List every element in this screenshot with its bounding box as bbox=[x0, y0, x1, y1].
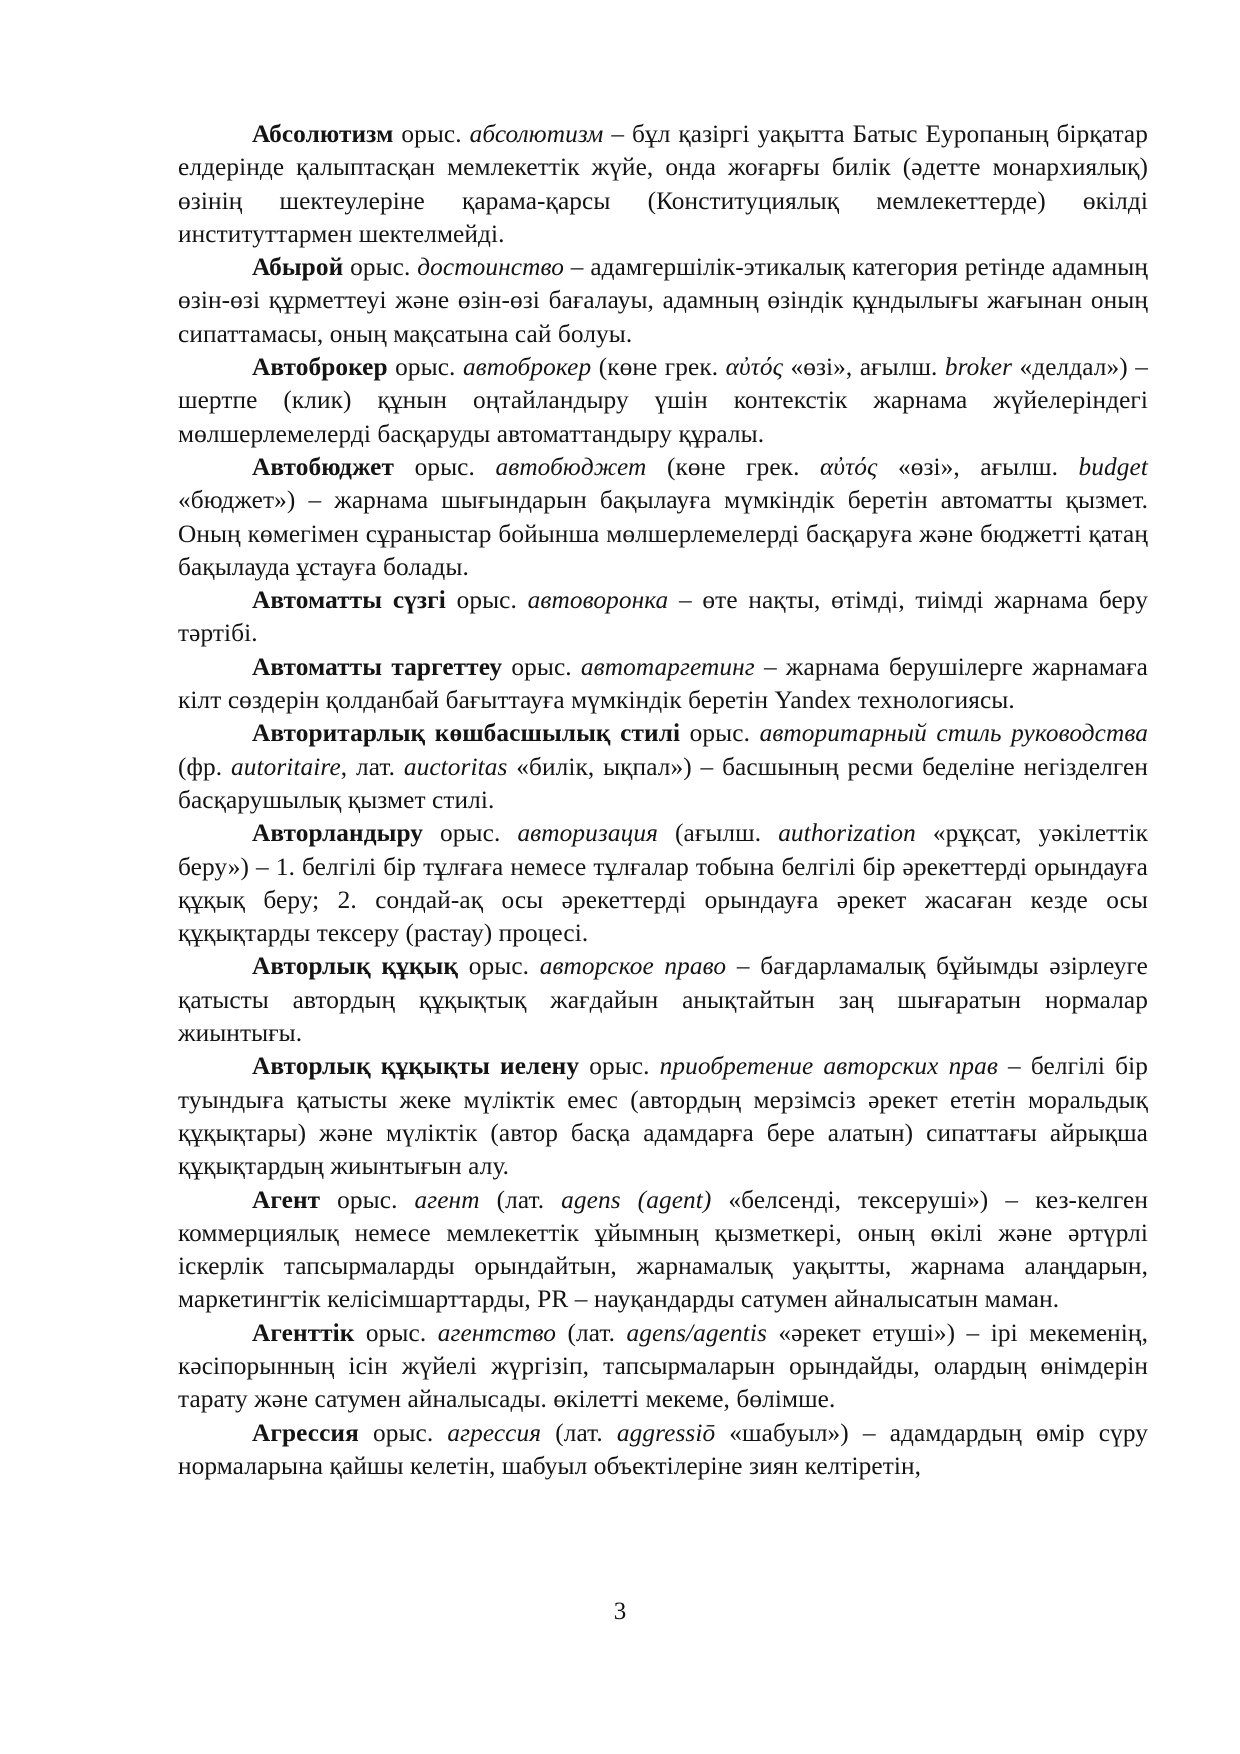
entry-text: (көне грек. bbox=[646, 452, 821, 481]
entry-text: орыс. bbox=[343, 253, 418, 282]
glossary-entry bbox=[178, 251, 1148, 351]
entry-text: «шабуыл») – адамдардың өмір сүру нормаларына қайшы келетін, шабуыл объектілеріне зиян келтіретін, bbox=[178, 1418, 1148, 1480]
glossary-entry bbox=[178, 1317, 1148, 1417]
entry-term: Агенттік bbox=[252, 1318, 355, 1347]
entry-term: Автобюджет bbox=[252, 452, 395, 481]
entry-text: орыс. bbox=[358, 1418, 448, 1447]
entry-text: орыс. bbox=[394, 452, 496, 481]
entry-italic-text: агрессия bbox=[447, 1418, 542, 1447]
entry-text: (лат. bbox=[556, 1318, 627, 1347]
entry-text: орыс. bbox=[354, 1318, 438, 1347]
entry-text: – жарнама берушілерге жарнамаға кілт сөздерін қолданбай бағыттауға мүмкіндік беретін Yandex технологиясы. bbox=[178, 652, 1148, 715]
entry-text: орыс. bbox=[393, 120, 470, 148]
glossary-entry bbox=[178, 1184, 1148, 1317]
entry-text: (лат. bbox=[479, 1185, 562, 1214]
glossary-entry bbox=[178, 451, 1148, 584]
glossary-entry bbox=[178, 1050, 1148, 1183]
entry-text: «делдал») – шертпе (клик) құнын оңтайландыру үшін контекстік жарнама жүйелеріндегі мөлшерлемелерді басқаруды автоматтандыру құралы. bbox=[178, 353, 1148, 448]
entry-italic-text: автобюджет bbox=[495, 452, 647, 481]
entry-text: – белгілі бір туындыға қатысты жеке мүліктік емес (автордың мерзімсіз әрекет ететін моральдық құқықтары) және мүліктік (автор басқа адамдарға бере алатын) сипаттағы айрықша құқықтардың жиынтығын алу. bbox=[178, 1052, 1149, 1181]
entry-term: Автоброкер bbox=[252, 353, 388, 382]
entry-italic-text: agens (agent) bbox=[561, 1185, 712, 1214]
entry-italic-text: автотаргетинг bbox=[580, 652, 755, 681]
entry-text: «билік, ықпал») – басшының ресми беделіне негізделген басқарушылық қызмет стилі. bbox=[178, 752, 1148, 814]
entry-italic-text: авторское право bbox=[539, 952, 727, 981]
glossary-entry bbox=[178, 950, 1148, 1050]
entry-term: Авторландыру bbox=[252, 819, 424, 848]
entry-term: Агрессия bbox=[252, 1418, 359, 1447]
entry-term: Авторитарлық көшбасшылық стилі bbox=[252, 719, 681, 748]
entry-text: (лат. bbox=[541, 1418, 617, 1447]
entry-text: орыс. bbox=[445, 586, 528, 615]
glossary-entry bbox=[178, 118, 1148, 251]
entry-italic-text: агентство bbox=[437, 1318, 556, 1347]
entry-text: орыс. bbox=[423, 819, 518, 848]
entry-italic-text: budget bbox=[1078, 452, 1148, 481]
glossary-entry bbox=[178, 584, 1148, 651]
entry-italic-text: broker bbox=[944, 353, 1013, 382]
glossary-entry bbox=[178, 1417, 1148, 1484]
entry-term: Автоматты таргеттеу bbox=[252, 652, 503, 681]
entry-italic-text: достоинство bbox=[417, 253, 564, 282]
entry-text: (көне грек. bbox=[591, 353, 726, 382]
entry-text: (фр. bbox=[178, 752, 231, 781]
entry-text: – адамгершілік-этикалық категория ретінде адамның өзін-өзі құрметтеуі және өзін-өзі бағалауы, адамның өзіндік құндылығы жағынан оның сипаттамасы, оның мақсатына сай болуы. bbox=[178, 253, 1148, 348]
entry-text: – бағдарламалық бұйымды әзірлеуге қатысты автордың құқықтық жағдайын анықтайтын заң шығаратын нормалар жиынтығы. bbox=[178, 952, 1148, 1048]
entry-term: Агент bbox=[252, 1185, 321, 1214]
glossary-entry bbox=[178, 651, 1148, 718]
entry-text: орыс. bbox=[320, 1185, 415, 1214]
entry-term: Абсолютизм bbox=[252, 120, 394, 148]
entry-italic-text: абсолютизм bbox=[469, 120, 604, 148]
entry-text: , лат. bbox=[340, 752, 404, 781]
entry-text: – өте нақты, өтімді, тиімді жарнама беру тәртібі. bbox=[178, 586, 1148, 648]
glossary-entry bbox=[178, 817, 1148, 950]
page-number: 3 bbox=[613, 1598, 627, 1625]
entry-italic-text: автоворонка bbox=[527, 586, 669, 615]
entry-italic-text: агент bbox=[414, 1185, 480, 1214]
entry-italic-text: auctoritas bbox=[403, 752, 508, 781]
entry-italic-text: agens/agentis bbox=[626, 1318, 767, 1347]
entry-italic-text: автоброкер bbox=[462, 353, 592, 382]
glossary-entry bbox=[178, 351, 1148, 451]
glossary-entry bbox=[178, 717, 1148, 817]
entry-italic-text: αὐτός bbox=[725, 353, 783, 382]
entry-italic-text: autoritaire bbox=[230, 752, 341, 781]
entry-italic-text: authorization bbox=[778, 819, 916, 848]
entry-term: Автоматты сүзгі bbox=[252, 586, 446, 615]
glossary-body bbox=[178, 118, 1148, 1483]
entry-text: – бұл қазіргі уақытта Батыс Еуропаның бірқатар елдерінде қалыптасқан мемлекеттік жүйе, онда жоғарғы билік (әдетте монархиялық) өзінің шектеулеріне қарама-қарсы (Конституциялық мемлекеттерде) өкілді институттармен шектелмейді. bbox=[178, 120, 1148, 248]
entry-term: Авторлық құқық bbox=[252, 952, 459, 981]
entry-text: (ағылш. bbox=[657, 819, 779, 848]
entry-text: орыс. bbox=[387, 353, 463, 382]
entry-italic-text: aggressiō bbox=[616, 1418, 716, 1447]
entry-term: Авторлық құқықты иелену bbox=[252, 1052, 580, 1081]
entry-text: «өзі», ағылш. bbox=[877, 452, 1079, 481]
entry-text: орыс. bbox=[502, 652, 581, 681]
entry-text: «бюджет») – жарнама шығындарын бақылауға мүмкіндік беретін автоматты қызмет. Оның көмегімен сұраныстар бойынша мөлшерлемелерді басқаруға және бюджетті қатаң бақылауда ұстауға болады. bbox=[178, 486, 1148, 581]
entry-text: «өзі», ағылш. bbox=[783, 353, 945, 382]
entry-text: «белсенді, тексеруші») – кез-келген коммерциялық немесе мемлекеттік ұйымның қызметкері, оның өкілі және әртүрлі іскерлік тапсырмаларды орындайтын, жарнамалық уақытты, жарнама алаңдарын, маркетингтік келісімшарттарды, PR – науқандарды сатумен айналысатын маман. bbox=[178, 1185, 1149, 1314]
entry-text: «рұқсат, уәкілеттік беру») – 1. белгілі бір тұлғаға немесе тұлғалар тобына белгілі бір әрекеттерді орындауға құқық беру; 2. сондай-ақ осы әрекеттерді орындауға әрекет жасаған кезде осы құқықтарды тексеру (растау) процесі. bbox=[178, 819, 1148, 948]
entry-italic-text: авторизация bbox=[517, 819, 658, 848]
entry-text: орыс. bbox=[680, 719, 760, 748]
entry-text: орыс. bbox=[458, 952, 540, 981]
entry-text: «әрекет етуші») – ірі мекеменің, кәсіпорынның ісін жүйелі жүргізіп, тапсырмаларын орындайды, олардың өнімдерін тарату және сатумен айналысады. өкілетті мекеме, бөлімше. bbox=[178, 1318, 1148, 1414]
entry-italic-text: приобретение авторских прав bbox=[659, 1052, 998, 1081]
entry-italic-text: αὐτός bbox=[820, 452, 878, 481]
entry-term: Абырой bbox=[252, 253, 344, 282]
entry-italic-text: авторитарный стиль руководства bbox=[759, 719, 1148, 748]
entry-text: орыс. bbox=[579, 1052, 660, 1081]
